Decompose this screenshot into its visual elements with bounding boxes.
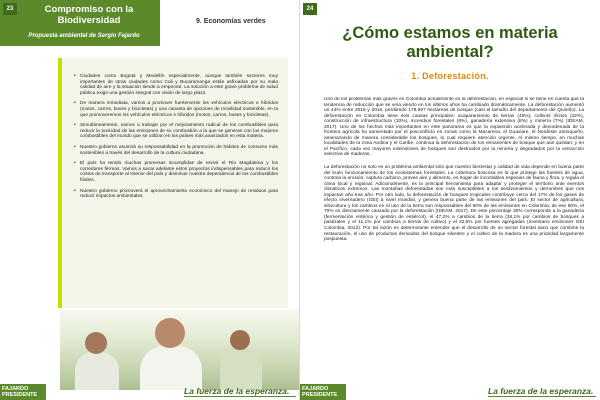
left-bullet-list (74, 74, 278, 200)
left-fajardo-badge: FAJARDO PRESIDENTE (0, 384, 46, 400)
left-header-title: Compromiso con la Biodiversidad (44, 4, 134, 26)
bullet-dot-icon: • (74, 100, 76, 107)
right-page-title: ¿Cómo estamos en materia ambiental? (342, 24, 558, 61)
left-content-box (58, 58, 288, 308)
body-paragraph: Uno de los problemas más graves en Colombia actualmente es la deforestación, en especial si se tiene en cuenta que la tendencia de reducción que se veía viendo en los últimos años ha cambiado dramáticamente. La deforestación aumentó un 44% entre 2015 y 2016, perdiendo 178.597 hectáreas de bosque (casi el tamaño del departamento del Quindío). La deforestación en Colombia tiene seis causas principales: acaparamiento de tierras (45%), cultivos ilícitos (22%), construcción de infraestructura (10%), incendios forestales (8%), ganadería extensiva (8%) y minería (7%) (IDEAM, 2017). Uno de los hechos más importantes en este panorama es que la expansión acelerada y desordenada de la frontera agrícola ha aumentado por el posconflicto en zonas como la Macarena, el Guaviare, el Nordeste antioqueño, amenazando de manera considerable los bosques, lo cual requiere atención urgente. Al mismo tiempo, en muchas localidades de la zona Andina y el Caribe, continua la deforestación de los remanentes de bosque que aún quedan; y en el Pacífico, cada vez mayores extensiones de bosques son destruidos por la minería y degradados por la extracción selectiva de maderas. (324, 97, 584, 158)
bullet-dot-icon: • (74, 143, 76, 150)
bullet-text: El país ha tenido muchas promesas incumplidas de revivir el Río Magdalena y los corredores férreos. Vamos a sacar adelante estos proyectos indispensables para reducir los costos de transporte al interior del país y disminuir nuestra dependencia de los combustibles fósiles. (80, 161, 278, 183)
bullet-item (74, 74, 278, 96)
right-fajardo-badge: FAJARDO PRESIDENTE (300, 384, 346, 400)
left-slogan-underline (184, 396, 296, 397)
left-slogan: La fuerza de la esperanza. (184, 386, 290, 396)
bullet-item (74, 145, 278, 156)
bullet-item (74, 189, 278, 200)
photo-person-body (220, 348, 262, 390)
bullet-text: De manera inmediata, vamos a promover fuertemente los vehículos eléctricos e híbridos (motos, carros, buses y bicicletas) y una canasta de opciones de movilidad sostenible, en la que promoveremos los vehículos eléctricos e híbridos (motos, carros, buses y bicicletas). (80, 101, 278, 118)
bullet-item (74, 161, 278, 183)
left-header-subtitle: Propuesta ambiental de Sergio Fajardo (28, 33, 140, 39)
photo-person-head (155, 318, 185, 348)
bullet-item (74, 123, 278, 140)
photo-person-body (75, 352, 119, 390)
bullet-text: Nuestro gobierno asumirá su responsabilidad en la promoción de hábitos de consumo más sostenibles a través del desarrollo de la cultura ciudadana. (80, 144, 278, 156)
bullet-item (74, 101, 278, 118)
right-subheading: 1. Deforestación. (411, 71, 489, 81)
campaign-photo (60, 310, 300, 390)
right-slogan: La fuerza de la esperanza. (488, 386, 594, 396)
left-section-label: 9. Economías verdes (196, 18, 266, 25)
body-paragraph: La deforestación no solo es un problema ambiental sino que nuestro bienestar y calidad de vida depende en buena parte del buen funcionamiento de los ecosistemas forestales. La cobertura boscosa es la que protege las fuentes de agua, controla la erosión, captura carbono, provee aire y alimento, es hogar de incontables especies de fauna y flora, y regula el clima local y regional. Adicionalmente, es la principal herramienta para adaptar y proteger el territorio ante eventos climáticos extremos. Las montañas deforestadas son más susceptibles a los deslizamientos y derrumbes que nos impactan año tras año. Por otro lado, la deforestación de bosques tropicales contribuye cerca del 17% de los gases de efecto invernadero (GEI) a nivel mundial, y genera buena parte de las emisiones del país. El sector de agricultura, silvicultura y los cambios en el uso de la tierra son responsables del 60% de las emisiones en Colombia; de ese 60%, el 70% es directamente causado por la deforestación (IDEAM, 2017). De este porcentaje 30% corresponde a la ganadería (fermentación entérica y gestión de estiércol), el 47,2% a cambios de la tierra (36,1% por cambios de bosques a pastizales y el 11,1% por cambios a tierras de cultivo) y el 22,5% por fuentes agregadas (Inventario emisiones GEI Colombia, 2012). Por tal razón es determinante entender que el desarrollo de un sector forestal sano que combine la restauración, el uso de productos derivados del bosque silvestre y el cultivo de la madera es una prioridad largamente pospuesta. (324, 165, 584, 243)
right-slogan-underline (488, 396, 596, 397)
bullet-text: Ciudades como Bogotá y Medellín especialmente, aunque también sectores muy importantes de otras ciudades como Cali y Bucaramanga están asfixiadas por su mala calidad de aire y la situación tiende a empeorar. La solución a este grave problema de salud pública exige una gestión integral con visión de largo plazo. (80, 74, 278, 96)
bullet-dot-icon: • (74, 122, 76, 129)
photo-person-head (85, 332, 107, 354)
bullet-text: Simultáneamente, vamos a trabajar por el mejoramiento radical de los combustibles para reducir la toxicidad de las emisiones de su combustión a la que se generan con los mejores combustibles del mundo que se utilizan en los países más avanzados en esta materia. (80, 123, 278, 140)
bullet-dot-icon: • (74, 160, 76, 167)
bullet-dot-icon: • (74, 187, 76, 194)
photo-person-head (230, 330, 250, 350)
bullet-dot-icon: • (74, 73, 76, 79)
right-body-text (324, 97, 584, 369)
left-header-band (0, 0, 160, 46)
left-page-number: 23 (3, 3, 17, 15)
photo-person-body (140, 346, 202, 390)
bullet-text: Nuestro gobierno promoverá el aprovechamiento económico del manejo de residuos para reducir impactos ambientales. (80, 188, 278, 200)
right-page-number: 24 (303, 3, 317, 15)
right-page (300, 0, 600, 400)
